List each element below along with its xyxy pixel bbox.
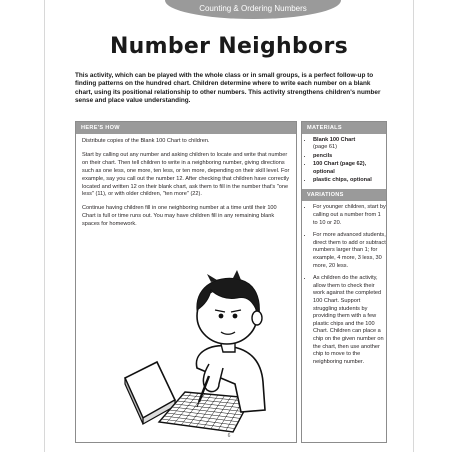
- section-header-tab: Counting & Ordering Numbers: [165, 0, 341, 19]
- page-title: Number Neighbors: [109, 34, 349, 59]
- materials-item: • pencils: [313, 153, 386, 160]
- heres-how-paragraph-2: Start by calling out any number and asking children to locate and write that number on their chart. Then tell children to write in a neighboring number, giving directions such as one less, one more, ten less, or ten more, depending on their skill level. For example, say you call out the number 12. After checking that children have correctly located and written 12 on their blank chart, ask them to fill in the number that's "one less" (11), or with older children, "ten more" (22).: [82, 151, 290, 198]
- materials-list: [302, 137, 386, 184]
- intro-paragraph: This activity, which can be played with the whole class or in small groups, is a perfect follow-up to finding patterns on the hundred chart. Children determine where to write each number on a blank chart, using its positional relationship to other numbers. This activity strengthens children's number sense and place value understanding.: [75, 72, 381, 105]
- variations-item: • As children do the activity, allow them to check their work against the completed 100 Chart. Support struggling students by providing them with a few plastic chips and the 100 Chart. Children can place a chip on the given number on the chart, then use another chip to move to the neighboring number.: [313, 275, 386, 366]
- worksheet-page: [44, 0, 414, 452]
- variations-item: • For more advanced students, direct them to add or subtract numbers larger than 1; for example, 4 more, 3 less, 30 more, 20 less.: [313, 232, 386, 270]
- variations-item: • For younger children, start by calling out a number from 1 to 10 or 20.: [313, 204, 386, 227]
- boy-with-chart-illustration: [123, 260, 283, 435]
- variations-list: [302, 204, 386, 366]
- heres-how-paragraph-3: Continue having children fill in one neighboring number at a time until their 100 Chart is full or time runs out. You may have children fill in any remaining blank spaces for homework.: [82, 205, 277, 228]
- materials-heading: MATERIALS: [302, 122, 386, 134]
- materials-item: • Blank 100 Chart (page 61): [313, 137, 386, 152]
- materials-item: • plastic chips, optional: [313, 177, 386, 184]
- variations-section: [302, 189, 386, 366]
- variations-heading: VARIATIONS: [302, 189, 386, 201]
- page-number: 6: [227, 433, 231, 439]
- materials-item: • 100 Chart (page 62), optional: [313, 161, 386, 176]
- materials-section: [302, 122, 386, 184]
- sidebar-box: [301, 121, 387, 443]
- heres-how-heading: HERE'S HOW: [76, 122, 296, 134]
- heres-how-paragraph-1: Distribute copies of the Blank 100 Chart to children.: [82, 138, 210, 144]
